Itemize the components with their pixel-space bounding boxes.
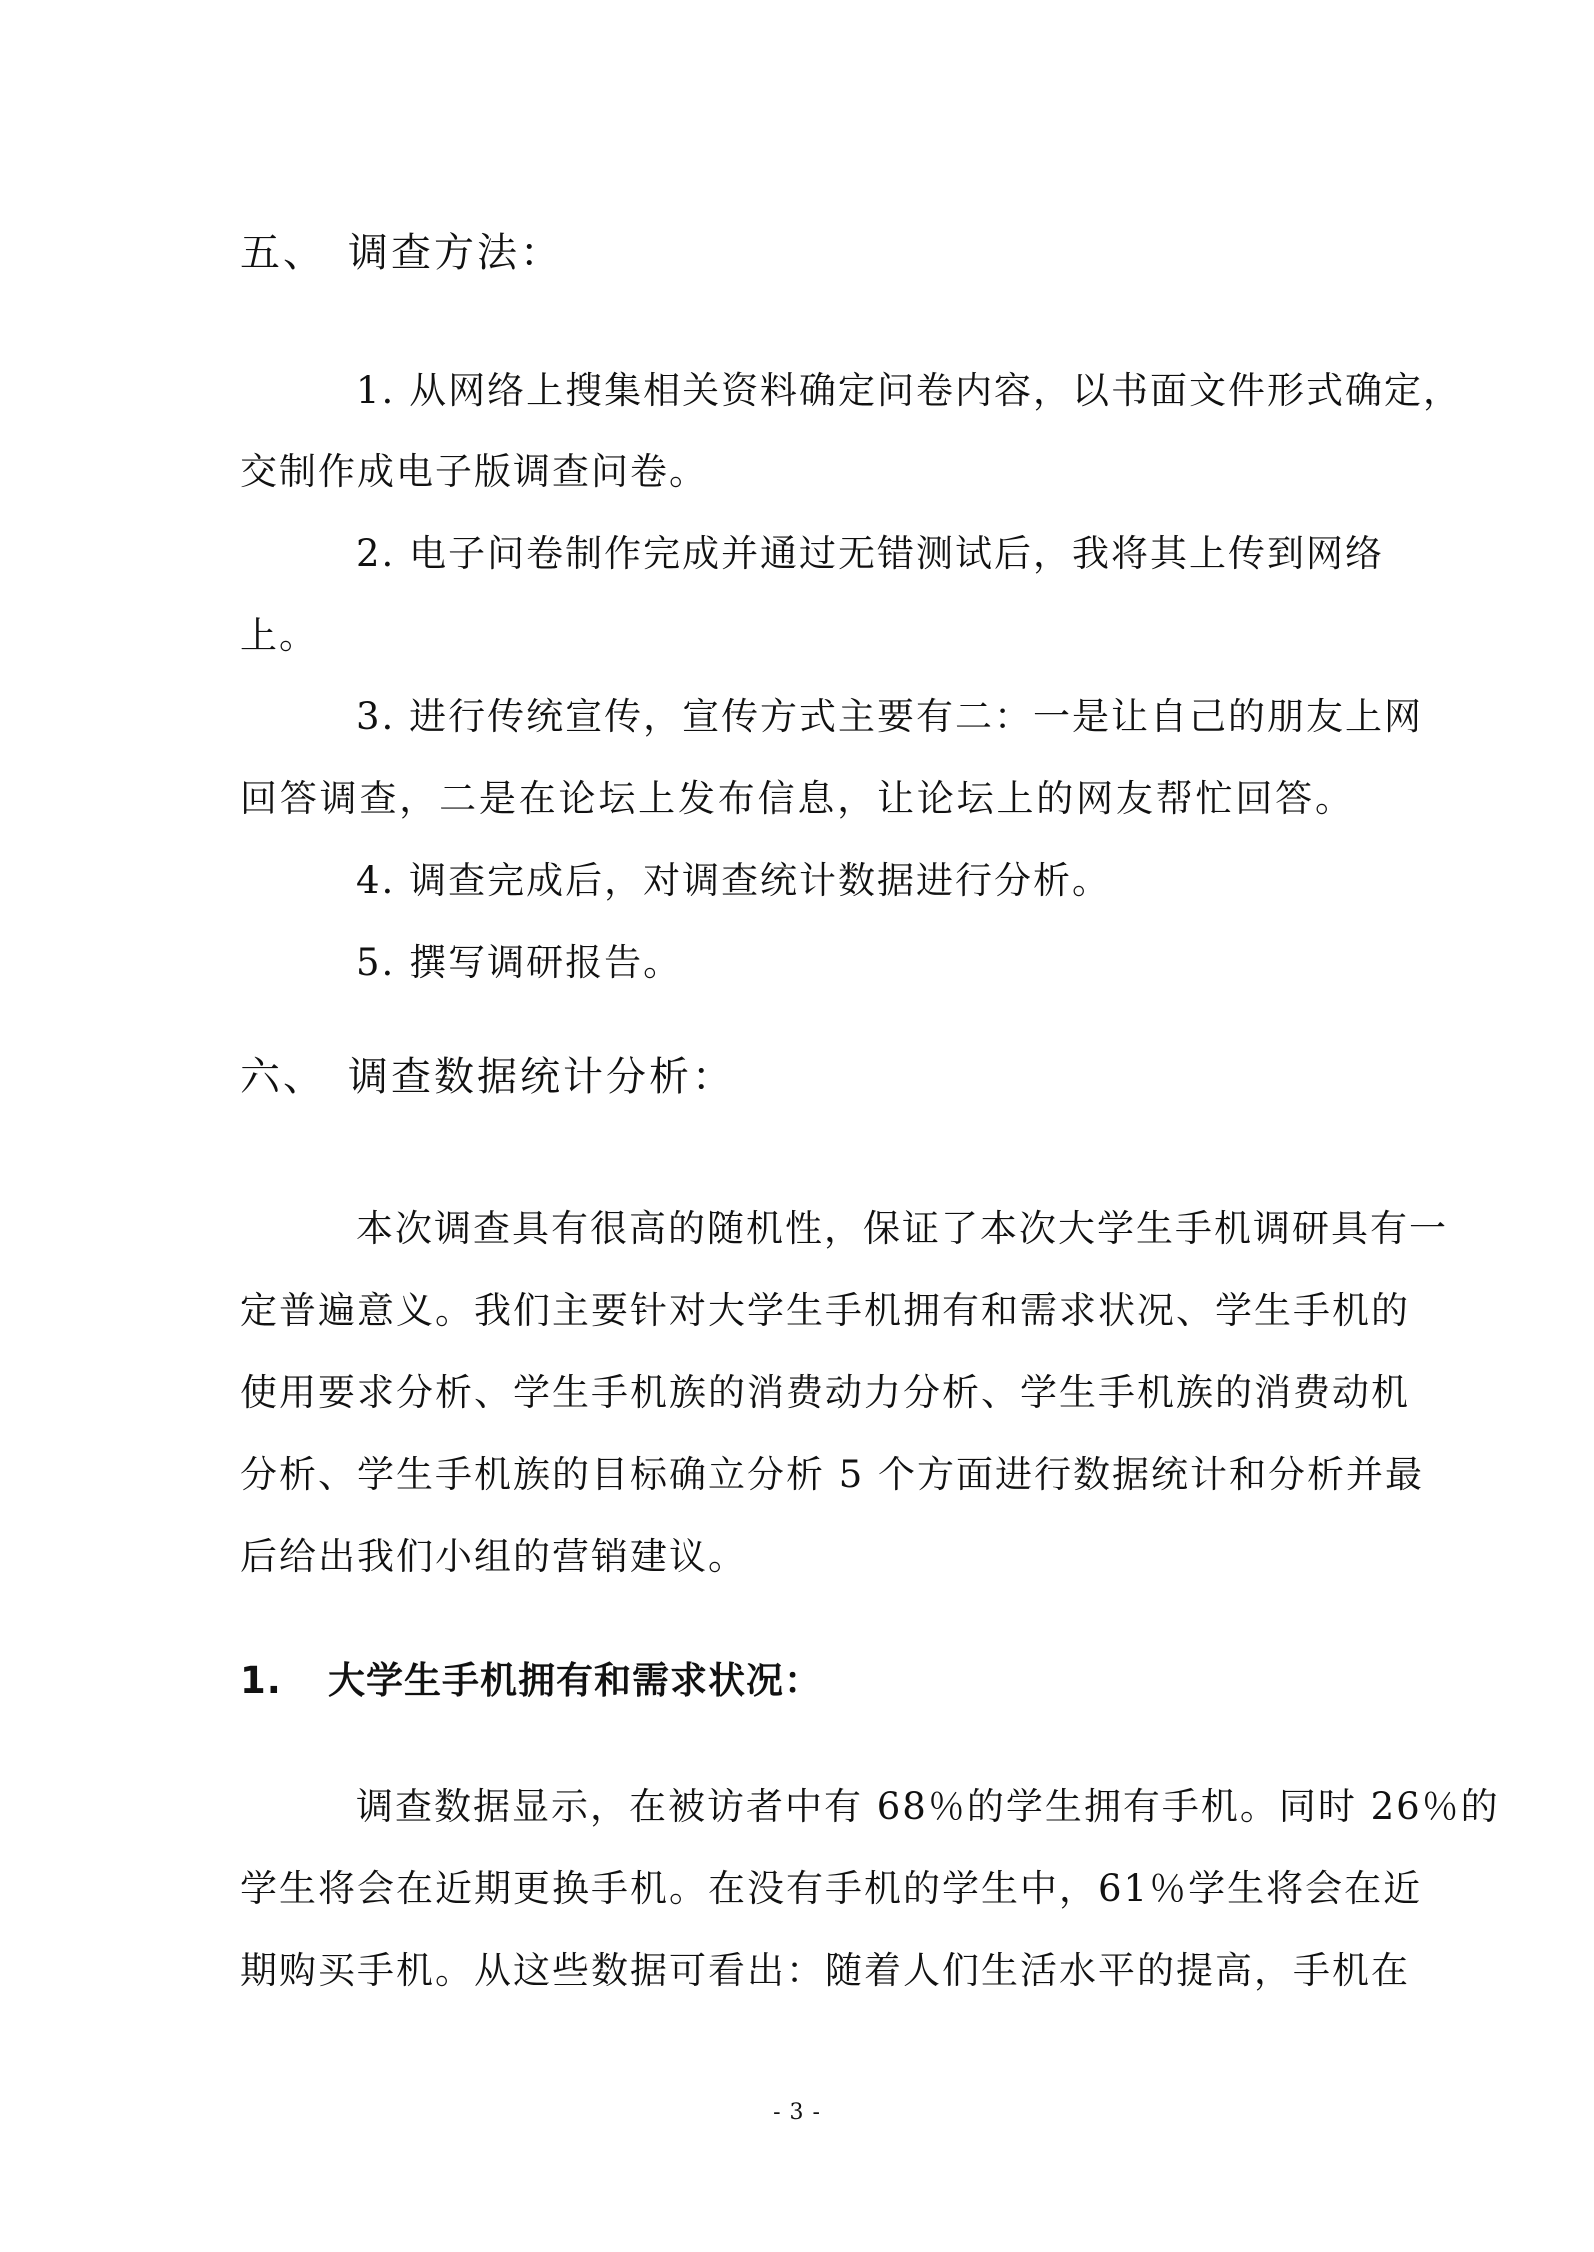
analysis-intro-line-2: 定普遍意义。我们主要针对大学生手机拥有和需求状况、学生手机的 [240, 1289, 1410, 1332]
method-3-line-2: 回答调查，二是在论坛上发布信息，让论坛上的网友帮忙回答。 [240, 777, 1354, 820]
method-4: 4. 调查完成后，对调查统计数据进行分析。 [356, 859, 1112, 902]
section-5-number: 五、 [240, 230, 326, 276]
subsection-1-line-3: 期购买手机。从这些数据可看出：随着人们生活水平的提高，手机在 [240, 1949, 1410, 1992]
analysis-intro-line-5: 后给出我们小组的营销建议。 [240, 1535, 747, 1578]
analysis-intro-line-3: 使用要求分析、学生手机族的消费动力分析、学生手机族的消费动机 [240, 1371, 1410, 1414]
method-2-line-2: 上。 [240, 614, 318, 657]
method-3-line-1: 3. 进行传统宣传，宣传方式主要有二：一是让自己的朋友上网 [356, 695, 1424, 738]
section-5-heading [240, 230, 563, 276]
method-1-line-2: 交制作成电子版调查问卷。 [240, 450, 708, 493]
subsection-1-title: 大学生手机拥有和需求状况： [328, 1659, 822, 1702]
section-6-title: 调查数据统计分析： [348, 1054, 735, 1100]
subsection-1-line-1: 调查数据显示，在被访者中有 68％的学生拥有手机。同时 26％的 [356, 1785, 1500, 1828]
section-6-heading [240, 1054, 735, 1100]
page-number: - 3 - [773, 2100, 821, 2125]
subsection-1-line-2: 学生将会在近期更换手机。在没有手机的学生中，61％学生将会在近 [240, 1867, 1423, 1910]
method-5: 5. 撰写调研报告。 [356, 941, 683, 984]
section-5-title: 调查方法： [348, 230, 563, 276]
analysis-intro-line-4: 分析、学生手机族的目标确立分析 5 个方面进行数据统计和分析并最 [240, 1453, 1425, 1496]
method-1-line-1: 1. 从网络上搜集相关资料确定问卷内容，以书面文件形式确定， [356, 369, 1463, 412]
analysis-intro-line-1: 本次调查具有很高的随机性，保证了本次大学生手机调研具有一 [356, 1207, 1448, 1250]
subsection-1-heading [240, 1659, 822, 1702]
method-2-line-1: 2. 电子问卷制作完成并通过无错测试后，我将其上传到网络 [356, 532, 1385, 575]
subsection-1-number: 1. [240, 1659, 282, 1702]
section-6-number: 六、 [240, 1054, 326, 1100]
